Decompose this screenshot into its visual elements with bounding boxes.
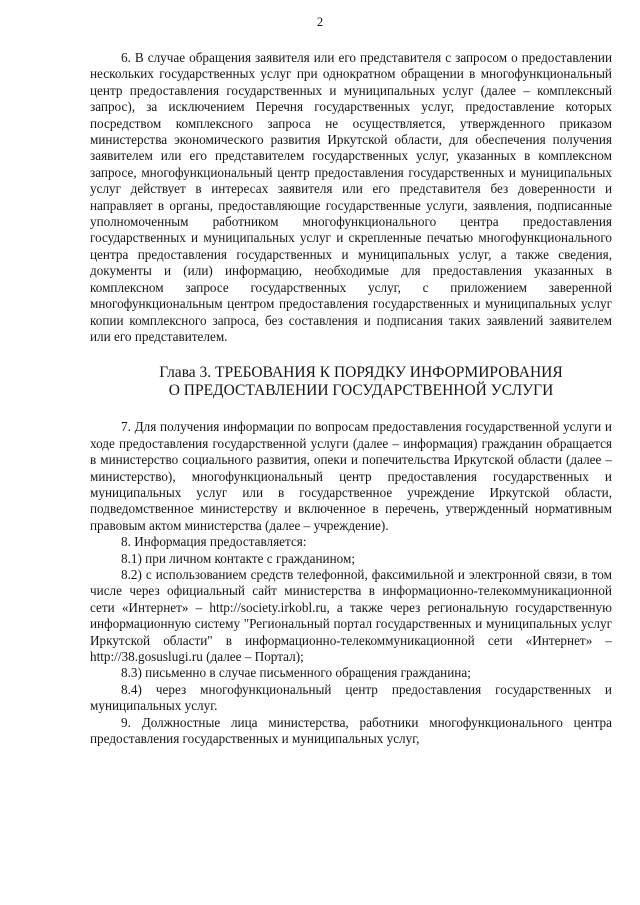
paragraph-6: 6. В случае обращения заявителя или его представителя с запросом о предоставлении нескольких государственных услуг при однократном обращении в многофункциональный центр предоставления государственных и муниципальных услуг (далее – комплексный запрос), за исключением Перечня государственных услуг, предоставление которых посредством комплексного запроса не осуществляется, утвержденного приказом министерства экономического развития Иркутской области, для обеспечения получения заявителем или его представителем государственных услуг, указанных в комплексном запросе, многофункциональный центр предоставления государственных и муниципальных услуг действует в интересах заявителя или его представителя без доверенности и направляет в органы, предоставляющие государственные услуги, заявления, подписанные уполномоченным работником многофункционального центра предоставления государственных и муниципальных услуг и скрепленные печатью многофункционального центра предоставления государственных и муниципальных услуг, а также сведения, документы и (или) информацию, необходимые для предоставления указанных в комплексном запросе государственных услуг, с приложением заверенной многофункциональным центром предоставления государственных и муниципальных услуг копии комплексного запроса, без составления и подписания таких заявлений заявителем или его представителем. [90,50,612,344]
paragraph-8-3: 8.3) письменно в случае письменного обращения гражданина; [121,665,471,681]
chapter-heading-line-2: О ПРЕДОСТАВЛЕНИИ ГОСУДАРСТВЕННОЙ УСЛУГИ [168,382,554,400]
document-body [90,50,612,747]
paragraph-8-2: 8.2) с использованием средств телефонной, факсимильной и электронной связи, в том числе через официальный сайт министерства в информационно-телекоммуникационной сети «Интернет» – http://society.irkobl.ru, а также через региональную государственную информационную систему "Региональный портал государственных и муниципальных услуг Иркутской области" в информационно-телекоммуникационной сети «Интернет» – http://38.gosuslugi.ru (далее – Портал); [90,566,612,664]
chapter-heading [90,364,612,400]
paragraph-8-1: 8.1) при личном контакте с гражданином; [121,550,356,566]
paragraph-8-4: 8.4) через многофункциональный центр предоставления государственных и муниципальных услуг. [90,681,612,714]
paragraph-7: 7. Для получения информации по вопросам предоставления государственной услуги и ходе предоставления государственной услуги (далее – информация) гражданин обращается в министерство социального развития, опеки и попечительства Иркутской области (далее – министерство), многофункциональный центр предоставления государственных и муниципальных услуг или в государственное учреждение Иркутской области, подведомственное министерству и включенное в перечень, утвержденный нормативным правовым актом министерства (далее – учреждение). [90,419,612,533]
chapter-heading-line-1: Глава 3. ТРЕБОВАНИЯ К ПОРЯДКУ ИНФОРМИРОВАНИЯ [159,364,563,382]
paragraph-9: 9. Должностные лица министерства, работники многофункционального центра предоставления государственных и муниципальных услуг, [90,714,612,747]
page-number: 2 [316,15,324,29]
paragraph-8: 8. Информация предоставляется: [121,534,307,550]
